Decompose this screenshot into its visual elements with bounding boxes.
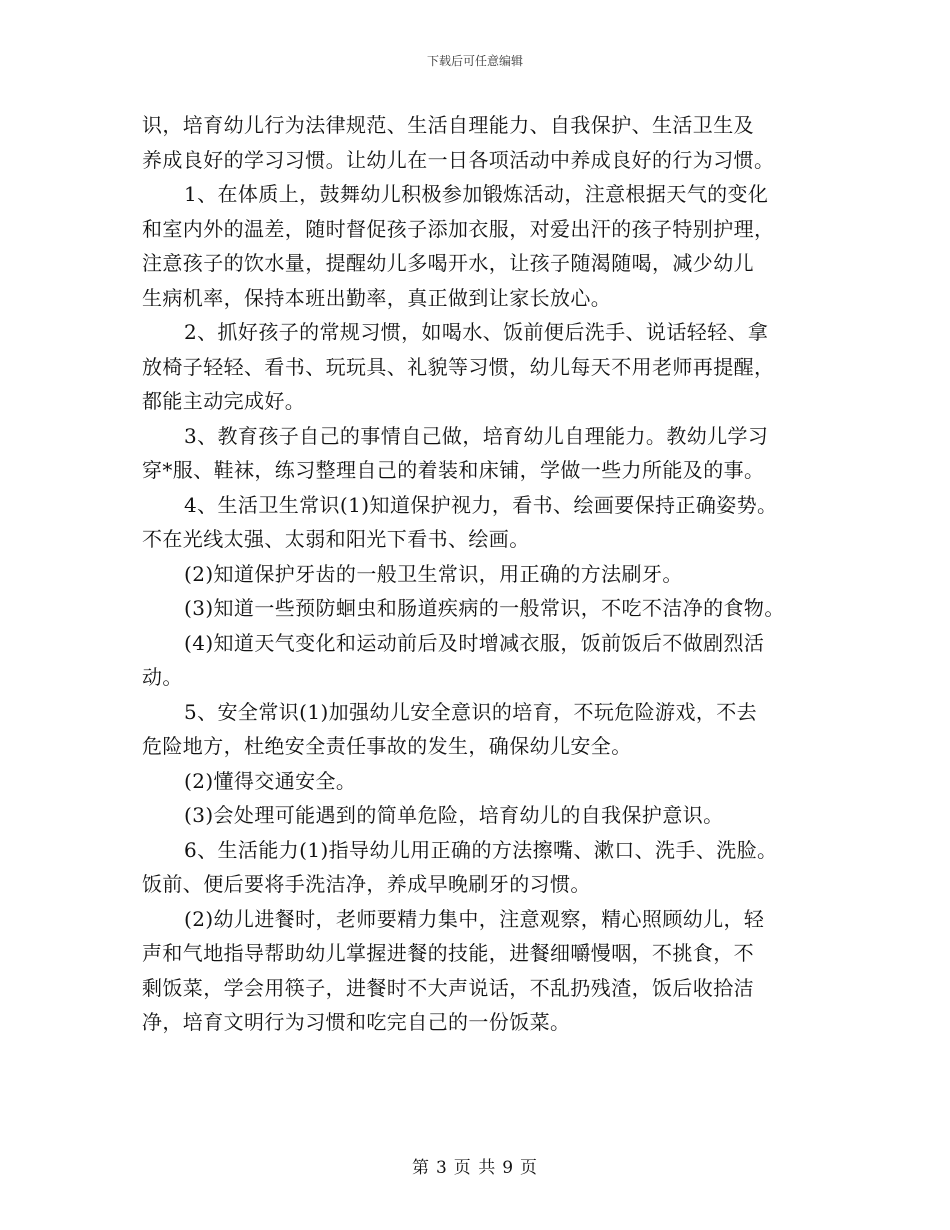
text-line: (3)会处理可能遇到的简单危险，培育幼儿的自我保护意识。 xyxy=(184,803,724,827)
page-header xyxy=(0,52,950,69)
text-line: 注意孩子的饮水量，提醒幼儿多喝开水，让孩子随渴随喝，减少幼儿 xyxy=(142,251,754,275)
header-text: 下载后可任意编辑 xyxy=(426,54,523,68)
text-line: 穿*服、鞋袜，练习整理自己的着装和床铺，学做一些力所能及的事。 xyxy=(142,458,765,482)
text-line: 剩饭菜，学会用筷子，进餐时不大声说话，不乱扔残渣，饭后收拾洁 xyxy=(142,975,754,1000)
text-line: 饭前、便后要将手洗洁净，养成早晚刷牙的习惯。 xyxy=(142,872,591,896)
text-line: 2、抓好孩子的常规习惯，如喝水、饭前便后洗手、说话轻轻、拿 xyxy=(184,320,769,344)
text-line: 生病机率，保持本班出勤率，真正做到让家长放心。 xyxy=(142,285,612,310)
text-line: 净，培育文明行为习惯和吃完自己的一份饭菜。 xyxy=(142,1010,571,1034)
text-line: 危险地方，杜绝安全责任事故的发生，确保幼儿安全。 xyxy=(142,734,632,758)
text-line: 不在光线太强、太弱和阳光下看书、绘画。 xyxy=(142,527,530,551)
text-line: 都能主动完成好。 xyxy=(142,389,306,413)
text-line: 4、生活卫生常识(1)知道保护视力，看书、绘画要保持正确姿势。 xyxy=(184,492,778,517)
text-line: (2)懂得交通安全。 xyxy=(184,768,357,793)
footer-middle: 页 共 xyxy=(453,1158,497,1178)
document-body xyxy=(142,108,832,1040)
text-line: (2)幼儿进餐时，老师要精力集中，注意观察，精心照顾幼儿，轻 xyxy=(184,906,765,931)
page-footer xyxy=(0,1153,950,1178)
text-line: 放椅子轻轻、看书、玩玩具、礼貌等习惯，幼儿每天不用老师再提醒， xyxy=(142,354,775,379)
text-line: 1、在体质上，鼓舞幼儿积极参加锻炼活动，注意根据天气的变化 xyxy=(184,182,769,206)
text-line: (4)知道天气变化和运动前后及时增减衣服，饭前饭后不做剧烈活 xyxy=(184,630,765,655)
text-line: 识，培育幼儿行为法律规范、生活自理能力、自我保护、生活卫生及 xyxy=(142,113,754,137)
text-line: 和室内外的温差，随时督促孩子添加衣服，对爱出汗的孩子特别护理， xyxy=(142,216,775,241)
text-line: 6、生活能力(1)指导幼儿用正确的方法擦嘴、漱口、洗手、洗脸。 xyxy=(184,837,778,862)
text-line: 动。 xyxy=(142,665,183,689)
text-line: 声和气地指导帮助幼儿掌握进餐的技能，进餐细嚼慢咽，不挑食，不 xyxy=(142,941,754,965)
page-number: 3 xyxy=(435,1158,448,1178)
text-line: 3、教育孩子自己的事情自己做，培育幼儿自理能力。教幼儿学习 xyxy=(184,423,769,448)
footer-prefix: 第 xyxy=(411,1158,430,1178)
text-line: (2)知道保护牙齿的一般卫生常识，用正确的方法刷牙。 xyxy=(184,561,683,586)
total-pages: 9 xyxy=(502,1158,515,1178)
text-line: 养成良好的学习习惯。让幼儿在一日各项活动中养成良好的行为习惯。 xyxy=(142,147,775,172)
footer-suffix: 页 xyxy=(520,1158,539,1178)
text-line: (3)知道一些预防蛔虫和肠道疾病的一般常识，不吃不洁净的食物。 xyxy=(184,596,785,620)
text-line: 5、安全常识(1)加强幼儿安全意识的培育，不玩危险游戏，不去 xyxy=(184,699,758,724)
